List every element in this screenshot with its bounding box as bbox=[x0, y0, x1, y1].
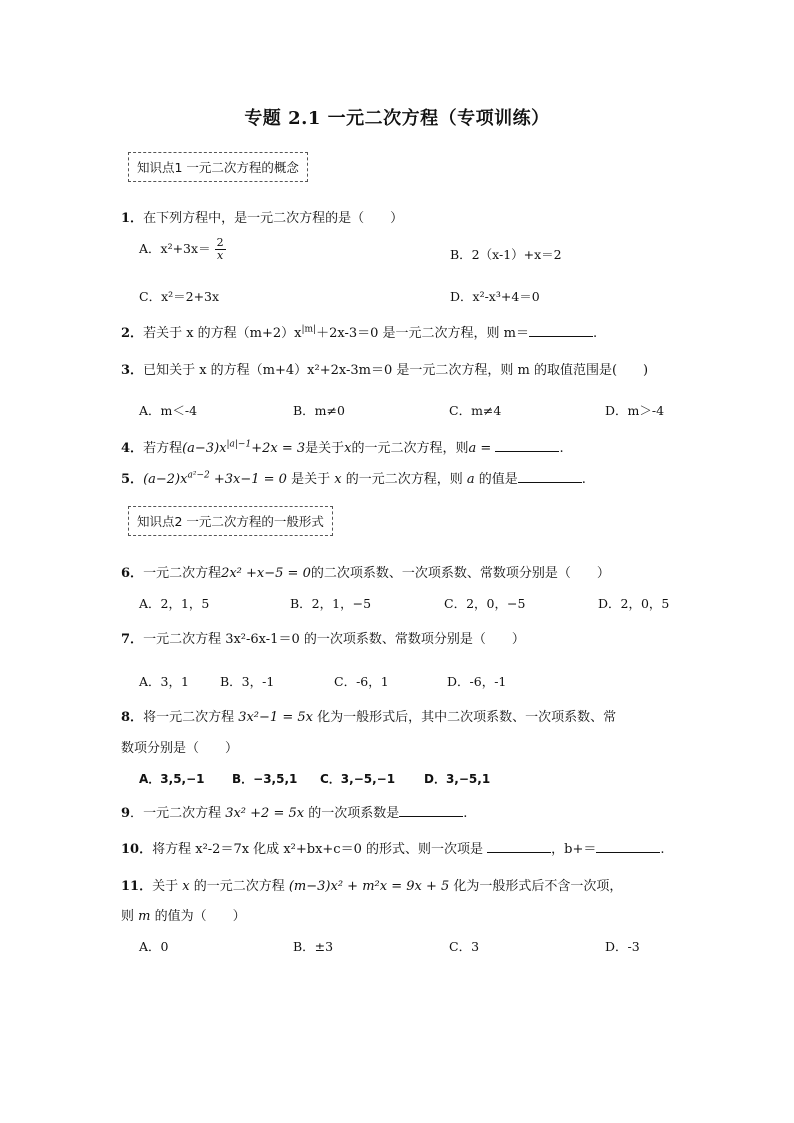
q1-option-d: D．x²-x³+4＝0 bbox=[450, 289, 540, 304]
answer-blank bbox=[529, 324, 593, 337]
q11-option-c: C．3 bbox=[449, 939, 480, 954]
question-11: 11．关于 x 的一元二次方程 (m−3)x² + m²x = 9x + 5 化为一般形式后不含一次项， bbox=[121, 879, 623, 894]
q3-option-c: C．m≠4 bbox=[449, 403, 502, 418]
section-label-concept: 知识点1 一元二次方程的概念 bbox=[128, 152, 308, 182]
question-1: 1．在下列方程中，是一元二次方程的是（ ） bbox=[121, 211, 404, 226]
question-9: 9．一元二次方程 3x² +2 = 5x 的一次项系数是 . bbox=[121, 806, 468, 821]
question-3: 3．已知关于 x 的方程（m+4）x²+2x-3m＝0 是一元二次方程，则 m 的取值范围是( ) bbox=[121, 363, 649, 378]
question-6: 6．一元二次方程2x² +x−5 = 0的二次项系数、一次项系数、常数项分别是（ ） bbox=[121, 566, 610, 581]
q7-option-c: C．-6，1 bbox=[334, 674, 389, 689]
question-number: 1 bbox=[121, 211, 131, 226]
q11-option-d: D．-3 bbox=[605, 939, 640, 954]
q3-option-d: D．m＞-4 bbox=[605, 403, 665, 418]
q1-option-c: C．x²＝2+3x bbox=[139, 289, 220, 304]
question-7: 7．一元二次方程 3x²-6x-1＝0 的一次项系数、常数项分别是（ ） bbox=[121, 632, 525, 647]
question-8: 8．将一元二次方程 3x²−1 = 5x 化为一般形式后，其中二次项系数、一次项系数、常 bbox=[121, 710, 617, 725]
answer-blank bbox=[495, 439, 559, 452]
answer-blank bbox=[399, 804, 463, 817]
q6-option-b: B．2，1，−5 bbox=[290, 596, 372, 611]
q1-option-b: B．2（x-1）+x＝2 bbox=[450, 247, 562, 262]
q8-option-d: D．3,−5,1 bbox=[424, 772, 491, 786]
q6-option-c: C．2，0，−5 bbox=[444, 596, 526, 611]
answer-blank bbox=[518, 470, 582, 483]
answer-blank bbox=[596, 840, 660, 853]
q3-option-b: B．m≠0 bbox=[293, 403, 345, 418]
q11-option-b: B．±3 bbox=[293, 939, 334, 954]
q8-option-a: A．3,5,−1 bbox=[139, 772, 205, 786]
question-11-line-2: 则 m 的值为（ ） bbox=[121, 909, 246, 924]
question-10: 10．将方程 x²-2＝7x 化成 x²+bx+c＝0 的形式、则一次项是 ，b+＝ . bbox=[121, 842, 665, 857]
q7-option-a: A．3，1 bbox=[139, 674, 189, 689]
q6-option-a: A．2，1，5 bbox=[139, 596, 210, 611]
q1-option-a: A．x²+3x＝ $\frac{2}{x}$ bbox=[139, 236, 224, 262]
q6-option-d: D．2，0，5 bbox=[598, 596, 670, 611]
question-5: 5．$(a-2)x^{a^2-2} +3x-1 = 0$ 是关于 x 的一元二次方程，则 a 的值是 . bbox=[121, 470, 586, 487]
q8-option-b: B．−3,5,1 bbox=[232, 772, 298, 786]
page-title: 专题 2.1 一元二次方程（专项训练） bbox=[244, 108, 550, 129]
section-label-general-form: 知识点2 一元二次方程的一般形式 bbox=[128, 506, 333, 536]
q8-option-c: C．3,−5,−1 bbox=[320, 772, 396, 786]
q11-option-a: A．0 bbox=[139, 939, 169, 954]
q7-option-b: B．3，-1 bbox=[220, 674, 275, 689]
question-8-line-2: 数项分别是（ ） bbox=[121, 741, 239, 756]
q7-option-d: D．-6，-1 bbox=[447, 674, 507, 689]
fraction: $\frac{2}{x}$ bbox=[216, 236, 224, 262]
question-4: 4．若方程$(a-3)x^{|a|-1}+2x = 3$是关于x的一元二次方程，则a = . bbox=[121, 439, 564, 456]
q3-option-a: A．m＜-4 bbox=[139, 403, 198, 418]
answer-blank bbox=[487, 840, 551, 853]
question-text: 在下列方程中，是一元二次方程的是（ ） bbox=[143, 211, 404, 226]
question-2: 2．若关于 x 的方程$(m+2)x^{|m|}+2x-3=0$ 是一元二次方程，则 m＝ . bbox=[121, 324, 598, 341]
